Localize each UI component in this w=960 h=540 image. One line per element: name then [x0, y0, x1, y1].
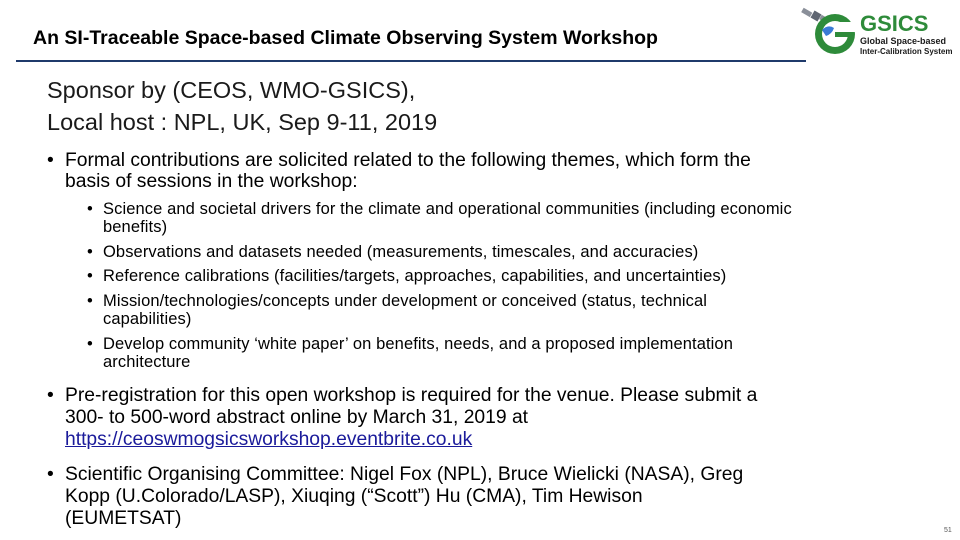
theme-line: Science and societal drivers for the climate and operational communities (including economic: [103, 200, 792, 218]
bullet-line: 300- to 500-word abstract online by March 31, 2019 at: [65, 407, 529, 428]
logo-subtitle-2: Inter-Calibration System: [860, 47, 953, 56]
bullet-line: Pre-registration for this open workshop is required for the venue. Please submit a: [65, 385, 758, 406]
bullet-dot: •: [47, 385, 54, 406]
bullet-dot: •: [47, 150, 54, 171]
theme-item: [87, 200, 792, 236]
slide-title: An SI-Traceable Space-based Climate Observing System Workshop: [33, 27, 658, 49]
bullet-dot: •: [87, 243, 93, 261]
theme-item: [87, 335, 733, 371]
bullet-dot: •: [87, 267, 93, 285]
bullet-dot: •: [87, 335, 93, 353]
bullet-contributions: [47, 150, 751, 192]
bullet-committee: [47, 464, 744, 530]
theme-line: Observations and datasets needed (measurements, timescales, and accuracies): [103, 243, 699, 261]
host-line: Local host : NPL, UK, Sep 9-11, 2019: [47, 109, 438, 135]
theme-item: [87, 267, 727, 285]
theme-line: benefits): [103, 218, 168, 236]
page-number: 51: [944, 527, 952, 534]
theme-line: Reference calibrations (facilities/targets, approaches, capabilities, and uncertainties): [103, 267, 727, 285]
theme-line: Mission/technologies/concepts under development or conceived (status, technical: [103, 292, 708, 310]
bullet-registration: [47, 385, 758, 451]
bullet-line: (EUMETSAT): [65, 508, 182, 529]
bullet-line: Scientific Organising Committee: Nigel Fox (NPL), Bruce Wielicki (NASA), Greg: [65, 464, 744, 485]
bullet-dot: •: [87, 200, 93, 218]
sponsor-block: [47, 74, 437, 138]
bullet-line: Kopp (U.Colorado/LASP), Xiuqing (“Scott”) Hu (CMA), Tim Hewison: [65, 486, 643, 507]
theme-line: Develop community ‘white paper’ on benefits, needs, and a proposed implementation: [103, 335, 733, 353]
gsics-logo: [800, 4, 958, 60]
theme-line: capabilities): [103, 310, 192, 328]
theme-item: [87, 243, 699, 261]
eventbrite-link[interactable]: https://ceoswmogsicsworkshop.eventbrite.co.uk: [65, 429, 473, 450]
theme-line: architecture: [103, 353, 191, 371]
logo-subtitle-1: Global Space-based: [860, 36, 947, 46]
logo-wordmark: GSICS: [860, 11, 929, 36]
sponsor-line: Sponsor by (CEOS, WMO-GSICS),: [47, 77, 416, 103]
bullet-dot: •: [87, 292, 93, 310]
theme-item: [87, 292, 708, 328]
bullet-dot: •: [47, 464, 54, 485]
title-divider: [16, 60, 806, 62]
bullet-line: Formal contributions are solicited related to the following themes, which form the: [65, 150, 751, 171]
bullet-line: basis of sessions in the workshop:: [65, 171, 358, 192]
